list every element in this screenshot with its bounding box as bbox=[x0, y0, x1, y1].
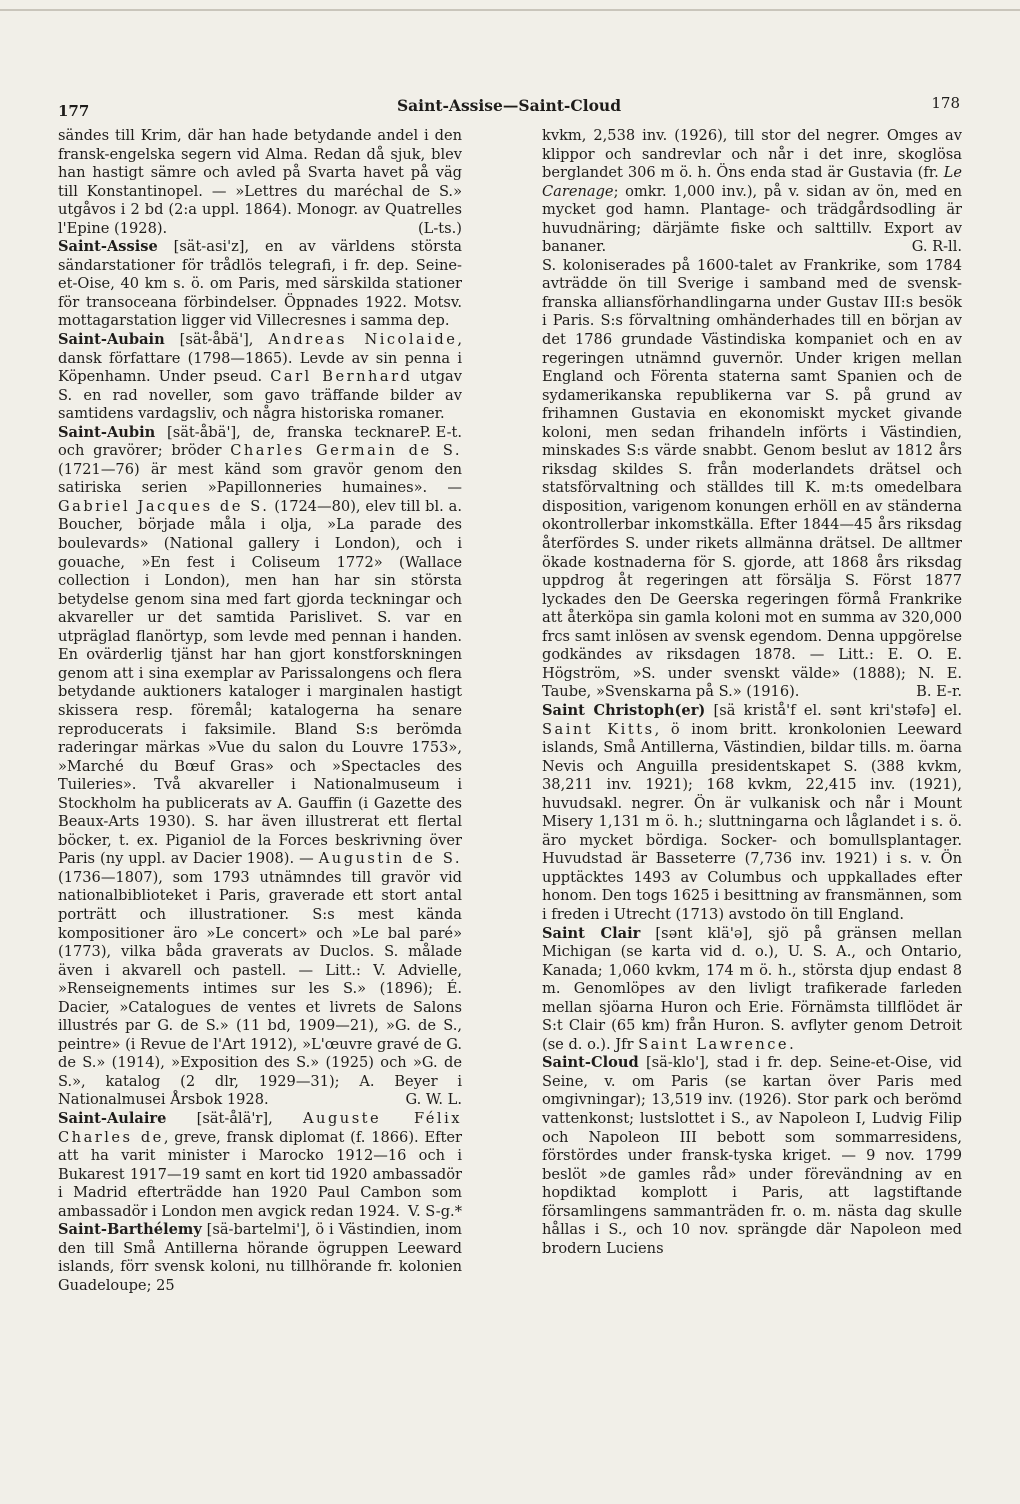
entry-saint-aubin: Saint-Aubin [sät-åbä'], de, franska tecknare och gravörer; bröder Charles Germain de S. (1721—76) är mest känd som gravör genom den satiriska serien »Papillonneries humaines». — Gabriel Jacques de S. (1724—80), elev till bl. a. Boucher, började måla i olja, »La parade des boulevards» (National gallery i London), och i gouache, »En fest i Coliseum 1772» (Wallace collection i London), men han har sin största betydelse genom sina med fart gjorda teckningar och akvareller ur det samtida Parislivet. S. var en utpräglad flanörtyp, som levde med pennan i handen. En ovärderlig tjänst har han gjort konstforskningen genom att i sina exemplar av Parissalongens och flera betydande auktioners kataloger i marginalen hastigt skissera resp. föremål; katalogerna ha senare reproducerats i faksimile. Bland S:s berömda raderingar märkas »Vue du salon du Louvre 1753», »Marché du Bœuf Gras» och »Spectacles des Tuileries». Två akvareller i Nationalmuseum i Stockholm ha publicerats av A. Gauffin (i Gazette des Beaux-Arts 1930). S. har även illustrerat ett flertal böcker, t. ex. Piganiol de la Forces beskrivning över Paris (ny uppl. av Dacier 1908). — Augustin de S. (1736—1807), som 1793 utnämndes till gravör vid nationalbiblioteket i Paris, graverade ett stort antal porträtt och illustrationer. S:s mest kända kompositioner äro »Le concert» och »Le bal paré» (1773), vilka båda graverats av Duclos. S. målade även i akvarell och pastell. — Litt.: V. Advielle, »Renseignements intimes sur les S.» (1896); É. Dacier, »Catalogues de ventes et livrets de Salons illustrés par G. de S.» (11 bd, 1909—21), »G. de S., peintre» (i Revue de l'Art 1912), »L'œuvre gravé de G. de S.» (1914), »Exposition des S.» (1925) och »G. de S.», katalog (2 dlr, 1929—31); A. Beyer i Nationalmusei Årsbok 1928. G. W. L. bbox=[58, 423, 462, 1109]
left-column bbox=[58, 127, 462, 1295]
author-signature: P. E-t. bbox=[419, 423, 462, 441]
cross-reference: Saint Lawrence bbox=[638, 1035, 790, 1053]
entry-saint-clair: Saint Clair [sənt klä'ə], sjö på gränsen mellan Michigan (se karta vid d. o.), U. S. A., och Ontario, Kanada; 1,060 kvkm, 174 m ö. h., största djup endast 8 m. Genomlöpes av den livligt trafikerade farleden mellan sjöarna Huron och Erie. Förnämsta tillflödet är S:t Clair (65 km) från Huron. S. avflyter genom Detroit (se d. o.). Jfr Saint Lawrence. bbox=[542, 924, 962, 1053]
entry-saint-barthelemy: Saint-Barthélemy [sä-bartelmi'], ö i Västindien, inom den till Små Antillerna hörande ögruppen Leeward islands, förr svensk koloni, nu tillhörande fr. kolonien Guadeloupe; 25 bbox=[58, 1221, 462, 1294]
entry-headword: Saint-Assise bbox=[58, 238, 158, 256]
author-signature: (L-ts.) bbox=[417, 219, 462, 237]
top-edge-rule bbox=[0, 9, 1020, 11]
person-name: Andreas Nicolaide bbox=[268, 331, 458, 349]
entry-headword: Saint-Cloud bbox=[542, 1054, 639, 1072]
running-title: Saint-Assise—Saint-Cloud bbox=[396, 96, 622, 115]
continued-paragraph: sändes till Krim, där han hade betydande andel i den fransk-engelska segern vid Alma. Redan då sjuk, blev han hastigt sämre och avled på Svarta havet på väg till Konstantinopel. — »Lettres du maréchal de S.» utgåvos i 2 bd (2:a uppl. 1864). Monogr. av Quatrelles l'Epine (1928). (L-ts.) bbox=[58, 127, 462, 237]
entry-saint-aulaire: Saint-Aulaire [sät-ålä'r], Auguste Félix Charles de, greve, fransk diplomat (f. 1866). Efter att ha varit minister i Marocko 1912—16 och i Bukarest 1917—19 samt en kort tid 1920 ambassadör i Madrid efterträdde han 1920 Paul Cambon som ambassadör i London men avgick redan 1924. V. S-g.* bbox=[58, 1109, 463, 1220]
pseudonym: Carl Bernhard bbox=[270, 368, 413, 386]
entry-headword: Saint-Aubin bbox=[58, 423, 156, 441]
page-number-left: 177 bbox=[58, 102, 90, 120]
continued-paragraph: kvkm, 2,538 inv. (1926), till stor del negrer. Omges av klippor och sandrevlar och når i det inre, skoglösa berglandet 306 m ö. h. Öns enda stad är Gustavia (fr. Le Carenage; omkr. 1,000 inv.), på v. sidan av ön, med en mycket god hamn. Plantage- och trädgårdsodling är huvudnäring; därjämte fiske och salttillv. Export av bananer. G. R-ll. bbox=[542, 127, 962, 256]
entry-headword: Saint-Aulaire bbox=[58, 1109, 167, 1127]
person-name: Auguste Félix Charles de bbox=[58, 1109, 462, 1146]
entry-headword: Saint Christoph(er) bbox=[542, 701, 706, 719]
entry-saint-assise: Saint-Assise [sät-asi'z], en av världens största sändarstationer för trådlös telegrafi, i fr. dep. Seine-et-Oise, 40 km s. ö. om Paris, med särskilda stationer för transoceana förbindelser. Öppnades 1922. Motsv. mottagarstation ligger vid Villecresnes i samma dep. bbox=[58, 238, 462, 330]
entry-saint-christopher: Saint Christoph(er) [sä kristå'f el. sənt kri'stəfə] el. Saint Kitts, ö inom britt. kronkolonien Leeward islands, Små Antillerna, Västindien, bildar tills. m. öarna Nevis och Anguilla presidentskapet S. (388 kvkm, 38,211 inv. 1921); 168 kvkm, 22,415 inv. (1921), huvudsakl. negrer. Ön är vulkanisk och når i Mount Misery 1,131 m ö. h.; sluttningarna och låglandet i s. ö. äro mycket bördiga. Socker- och bomullsplantager. Huvudstad är Basseterre (7,736 inv. 1921) i s. v. Ön upptäcktes 1493 av Columbus och uppkallades efter honom. Den togs 1625 i besittning av fransmännen, som i freden i Utrecht (1713) avstodo ön till England. bbox=[542, 701, 962, 923]
entry-saint-cloud: Saint-Cloud [sä-klo'], stad i fr. dep. Seine-et-Oise, vid Seine, v. om Paris (se kartan över Paris med omgivningar); 13,519 inv. (1926). Stor park och berömd vattenkonst; lustslottet i S., av Napoleon I, Ludvig Filip och Napoleon III bebott som sommarresidens, förstördes under fransk-tyska kriget. — 9 nov. 1799 beslöt »de gamles råd» under förevändning av en hopdiktad komplott i Paris, att lagstiftande församlingens sammanträden fr. o. m. nästa dag skulle hållas i S., och 10 nov. sprängde där Napoleon med brodern Luciens bbox=[542, 1054, 962, 1257]
page-header bbox=[58, 96, 960, 122]
person-name: Augustin de S. bbox=[318, 850, 462, 868]
author-signature: G. R-ll. bbox=[911, 238, 962, 256]
person-name: Charles Germain de S. bbox=[230, 442, 462, 460]
author-signature: G. W. L. bbox=[405, 1091, 462, 1109]
right-column bbox=[542, 127, 962, 1258]
person-name: Gabriel Jacques de S. bbox=[58, 497, 270, 515]
author-signature: V. S-g.* bbox=[407, 1202, 462, 1220]
author-signature: B. E-r. bbox=[916, 683, 962, 701]
entry-headword: Saint-Barthélemy bbox=[58, 1221, 202, 1239]
entry-headword: Saint Clair bbox=[542, 924, 641, 942]
history-paragraph: S. koloniserades på 1600-talet av Frankrike, som 1784 avträdde ön till Sverige i samband med de svensk-franska alliansförhandlingarna under Gustav III:s besök i Paris. S:s förvaltning omhänderhades till en början av det 1786 grundade Västindiska kompaniet och en av regeringen utnämnd guvernör. Under krigen mellan England och Förenta staterna samt Spanien och de sydamerikanska republikerna var S. på grund av frihamnen Gustavia en ekonomiskt mycket givande koloni, men sedan frihandeln införts i Västindien, minskades S:s värde snabbt. Genom beslut av 1812 års riksdag skildes S. från moderlandets drätsel och statsförvaltning och ställdes till K. m:ts omedelbara disposition, varigenom konungen erhöll en av ständerna okontrollerbar inkomstkälla. Efter 1844—45 års riksdag återfördes S. under rikets allmänna drätsel. De alltmer ökade kostnaderna för S. gjorde, att 1868 års riksdag uppdrog åt regeringen att försälja S. Först 1877 lyckades den De Geerska regeringen förmå Frankrike att återköpa sin gamla koloni mot en summa av 320,000 frcs samt inlösen av svensk egendom. Denna uppgörelse godkändes av riksdagen 1878. — Litt.: E. O. E. Högström, »S. under svenskt välde» (1888); N. E. Taube, »Svenskarna på S.» (1916). B. E-r. bbox=[542, 256, 962, 701]
page-number-right: 178 bbox=[931, 94, 960, 112]
entry-headword: Saint-Aubain bbox=[58, 331, 165, 349]
alt-name: Saint Kitts bbox=[542, 720, 655, 738]
entry-saint-aubain: Saint-Aubain [sät-åbä'], Andreas Nicolaide, dansk författare (1798—1865). Levde av sin penna i Köpenhamn. Under pseud. Carl Bernhard utgav S. en rad noveller, som gavo träffande bilder av samtidens vardagsliv, och några historiska romaner. P. E-t. bbox=[58, 331, 463, 441]
